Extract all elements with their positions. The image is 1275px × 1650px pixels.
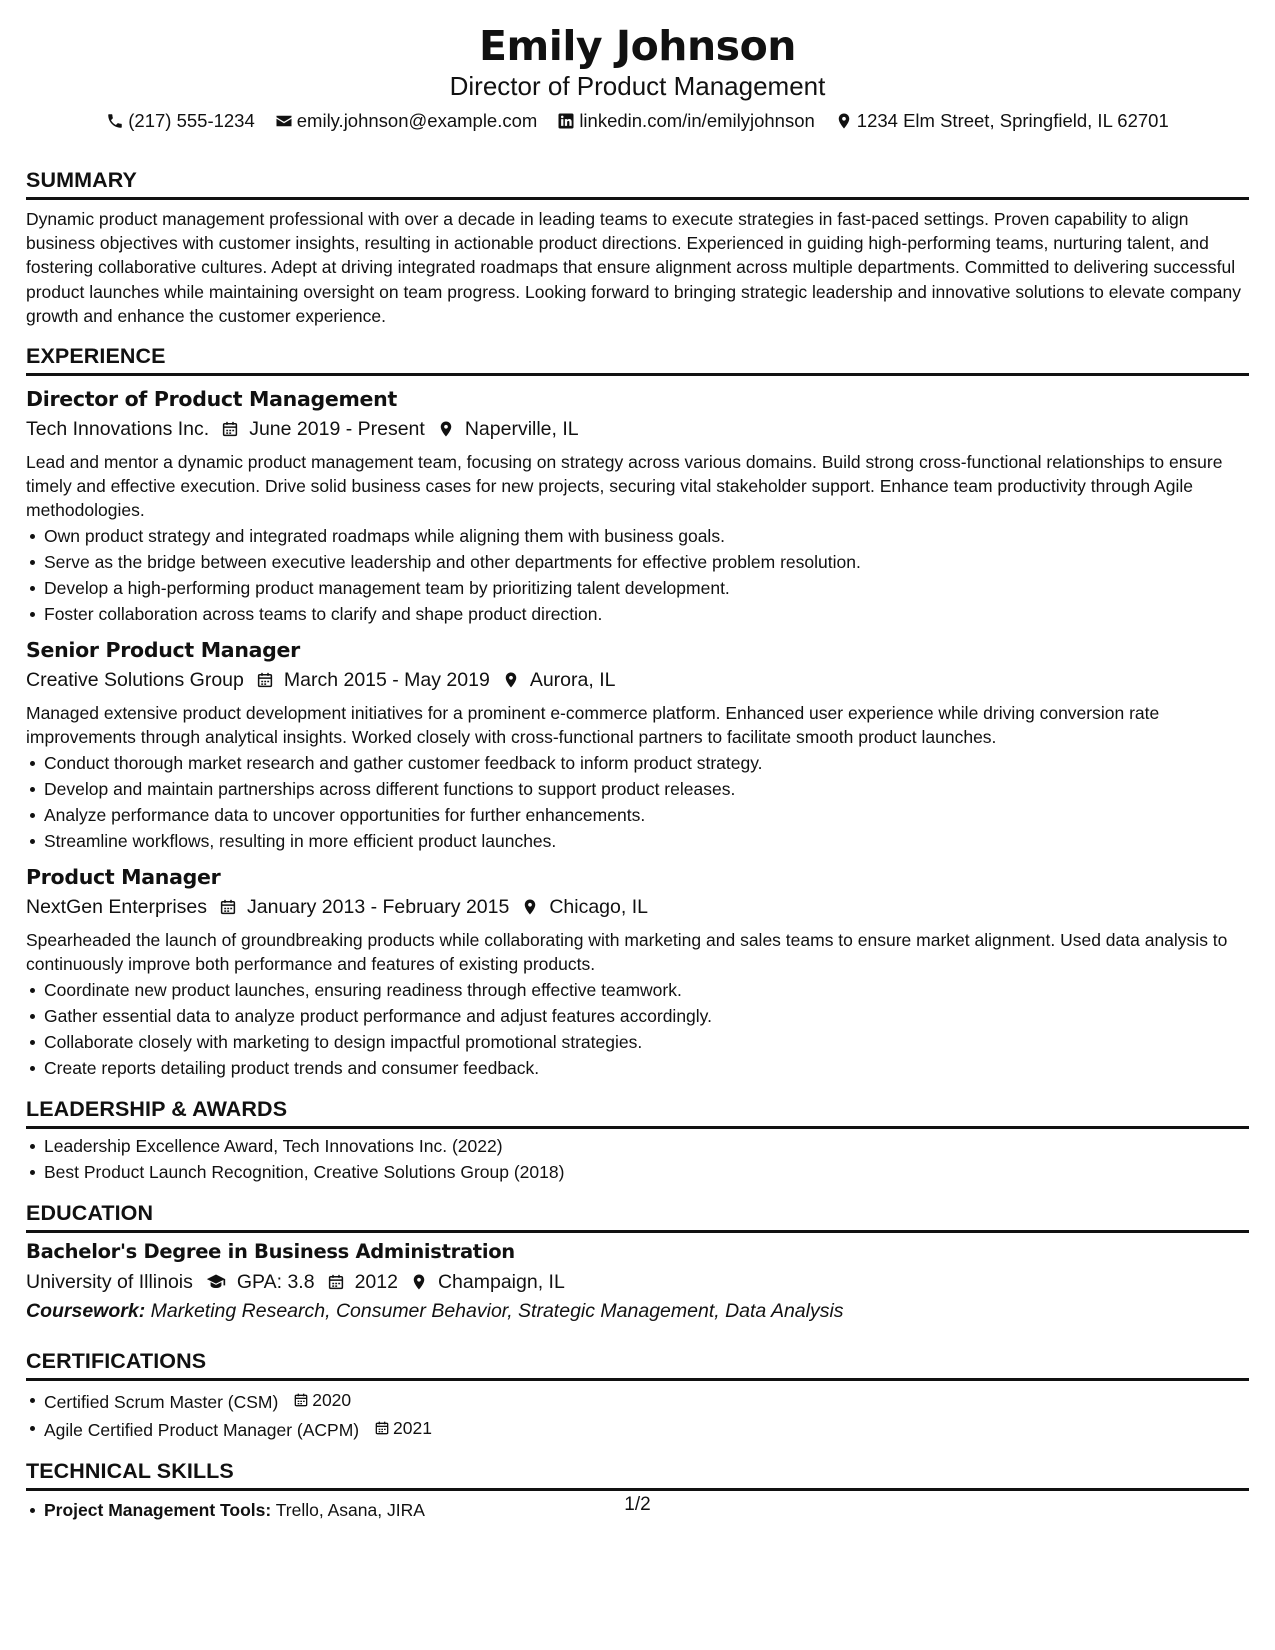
experience-section: [26, 342, 1249, 1081]
summary-text: Dynamic product management professional with over a decade in leading teams to execute strategies in fast-paced settings. Proven capability to align business objectives with customer insights, resulting in actionable product directions. Experienced in guiding high-performing teams, nurturing talent, and fostering collaborative cultures. Adept at driving integrated roadmaps that ensure alignment across multiple departments. Committed to delivering successful product launches while maintaining oversight on team progress. Looking forward to bringing strategic leadership and innovative solutions to elevate company growth and enhance the customer experience.: [26, 209, 1242, 326]
cert-year: 2020: [312, 1390, 352, 1411]
envelope-icon: [275, 112, 293, 130]
list-item: Collaborate closely with marketing to design impactful promotional strategies.: [26, 1029, 1249, 1055]
contact-email-text: emily.johnson@example.com: [296, 110, 538, 131]
job-title: Product Manager: [26, 865, 221, 890]
calendar-icon: [219, 898, 237, 916]
page-number: 1/2: [624, 1494, 651, 1515]
map-marker-icon: [410, 1273, 428, 1291]
list-item: Create reports detailing product trends and consumer feedback.: [26, 1055, 1249, 1081]
certifications-list: [26, 1387, 1249, 1443]
section-title: EDUCATION: [26, 1199, 1249, 1233]
job-bullets: [26, 977, 1249, 1081]
list-item: Streamline workflows, resulting in more efficient product launches.: [26, 828, 1249, 854]
calendar-icon: [374, 1420, 390, 1436]
contact-linkedin-text: linkedin.com/in/emilyjohnson: [579, 110, 815, 131]
calendar-icon: [221, 420, 239, 438]
list-item: Serve as the bridge between executive leadership and other departments for effective problem resolution.: [26, 549, 1249, 575]
list-item: Best Product Launch Recognition, Creative Solutions Group (2018): [26, 1159, 1249, 1185]
contact-address: [835, 108, 1169, 134]
job-location: Naperville, IL: [464, 418, 579, 441]
phone-icon: [106, 112, 124, 130]
job-entry: [26, 384, 1249, 627]
summary-section: [26, 166, 1249, 328]
job-dates: March 2015 - May 2019: [283, 669, 490, 692]
job-bullets: [26, 523, 1249, 627]
contact-phone-text: (217) 555-1234: [128, 110, 255, 131]
linkedin-icon: [557, 112, 575, 130]
school-name: University of Illinois: [26, 1271, 193, 1294]
list-item: Coordinate new product launches, ensuring readiness through effective teamwork.: [26, 977, 1249, 1003]
degree-title: Bachelor's Degree in Business Administration: [26, 1240, 515, 1264]
job-description: Spearheaded the launch of groundbreaking products while collaborating with marketing and sales teams to ensure market alignment. Used data analysis to continuously improve both performance and features of existing products.: [26, 930, 1228, 975]
list-item: [26, 1387, 1249, 1415]
coursework-list: Marketing Research, Consumer Behavior, Strategic Management, Data Analysis: [150, 1300, 844, 1323]
job-title: Senior Product Manager: [26, 638, 300, 663]
section-title: EXPERIENCE: [26, 342, 1249, 376]
cert-year: 2021: [393, 1418, 432, 1439]
graduation-cap-icon: [205, 1272, 227, 1292]
section-title: LEADERSHIP & AWARDS: [26, 1095, 1249, 1129]
awards-list: [26, 1133, 1249, 1185]
map-marker-icon: [437, 420, 455, 438]
job-dates: June 2019 - Present: [249, 418, 425, 441]
list-item: Gather essential data to analyze product performance and adjust features accordingly.: [26, 1003, 1249, 1029]
map-marker-icon: [521, 898, 539, 916]
job-meta: [26, 892, 1249, 922]
candidate-name: Emily Johnson: [479, 22, 796, 70]
calendar-icon: [293, 1392, 309, 1408]
job-title: Director of Product Management: [26, 387, 397, 412]
job-location: Chicago, IL: [549, 896, 648, 919]
calendar-icon: [327, 1273, 345, 1291]
list-item: Develop and maintain partnerships across different functions to support product releases.: [26, 776, 1249, 802]
gpa: GPA: 3.8: [236, 1271, 315, 1294]
list-item: Conduct thorough market research and gather customer feedback to inform product strategy.: [26, 750, 1249, 776]
job-meta: [26, 665, 1249, 695]
cert-year-wrap: [374, 1415, 432, 1441]
cert-name: Certified Scrum Master (CSM): [44, 1392, 279, 1413]
section-title: SUMMARY: [26, 166, 1249, 200]
certifications-section: [26, 1347, 1249, 1443]
contact-linkedin[interactable]: [557, 108, 814, 134]
coursework: [26, 1297, 1249, 1325]
job-description: Lead and mentor a dynamic product management team, focusing on strategy across various domains. Build strong cross-functional relationships to ensure timely and effective execution. Drive solid business cases for new projects, securing vital stakeholder support. Enhance team productivity through Agile methodologies.: [26, 452, 1223, 521]
job-location: Aurora, IL: [529, 669, 616, 692]
awards-section: [26, 1095, 1249, 1185]
school-location: Champaign, IL: [437, 1271, 565, 1294]
job-entry: [26, 635, 1249, 854]
job-company: Creative Solutions Group: [26, 669, 244, 692]
contact-email[interactable]: [275, 108, 538, 134]
list-item: Develop a high-performing product management team by prioritizing talent development.: [26, 575, 1249, 601]
map-marker-icon: [835, 112, 853, 130]
job-dates: January 2013 - February 2015: [247, 896, 510, 919]
coursework-label: Coursework:: [26, 1300, 146, 1323]
list-item: Own product strategy and integrated roadmaps while aligning them with business goals.: [26, 523, 1249, 549]
contact-bar: [26, 108, 1249, 134]
map-marker-icon: [502, 671, 520, 689]
job-meta: [26, 414, 1249, 444]
education-section: [26, 1199, 1249, 1325]
list-item: Foster collaboration across teams to clarify and shape product direction.: [26, 601, 1249, 627]
list-item: Leadership Excellence Award, Tech Innovations Inc. (2022): [26, 1133, 1249, 1159]
graduation-year: 2012: [354, 1271, 398, 1294]
list-item: [26, 1415, 1249, 1443]
list-item: Analyze performance data to uncover opportunities for further enhancements.: [26, 802, 1249, 828]
cert-name: Agile Certified Product Manager (ACPM): [44, 1420, 360, 1441]
job-description: Managed extensive product development initiatives for a prominent e-commerce platform. Enhanced user experience while driving conversion rate improvements through analytical insights. Worked closely with cross-functional partners to facilitate smooth product launches.: [26, 703, 1160, 748]
contact-phone[interactable]: [106, 108, 255, 134]
section-title: TECHNICAL SKILLS: [26, 1457, 1249, 1491]
resume-header: [26, 20, 1249, 134]
resume-page: [26, 20, 1249, 1523]
cert-year-wrap: [293, 1387, 351, 1413]
job-entry: [26, 862, 1249, 1081]
section-title: CERTIFICATIONS: [26, 1347, 1249, 1381]
job-bullets: [26, 750, 1249, 854]
education-meta: [26, 1267, 1249, 1297]
contact-address-text: 1234 Elm Street, Springfield, IL 62701: [856, 110, 1169, 131]
calendar-icon: [256, 671, 274, 689]
skill-value: Trello, Asana, JIRA: [275, 1500, 425, 1521]
job-company: Tech Innovations Inc.: [26, 418, 210, 441]
candidate-role: Director of Product Management: [449, 71, 826, 101]
skill-label: Project Management Tools:: [44, 1500, 272, 1521]
job-company: NextGen Enterprises: [26, 896, 207, 919]
